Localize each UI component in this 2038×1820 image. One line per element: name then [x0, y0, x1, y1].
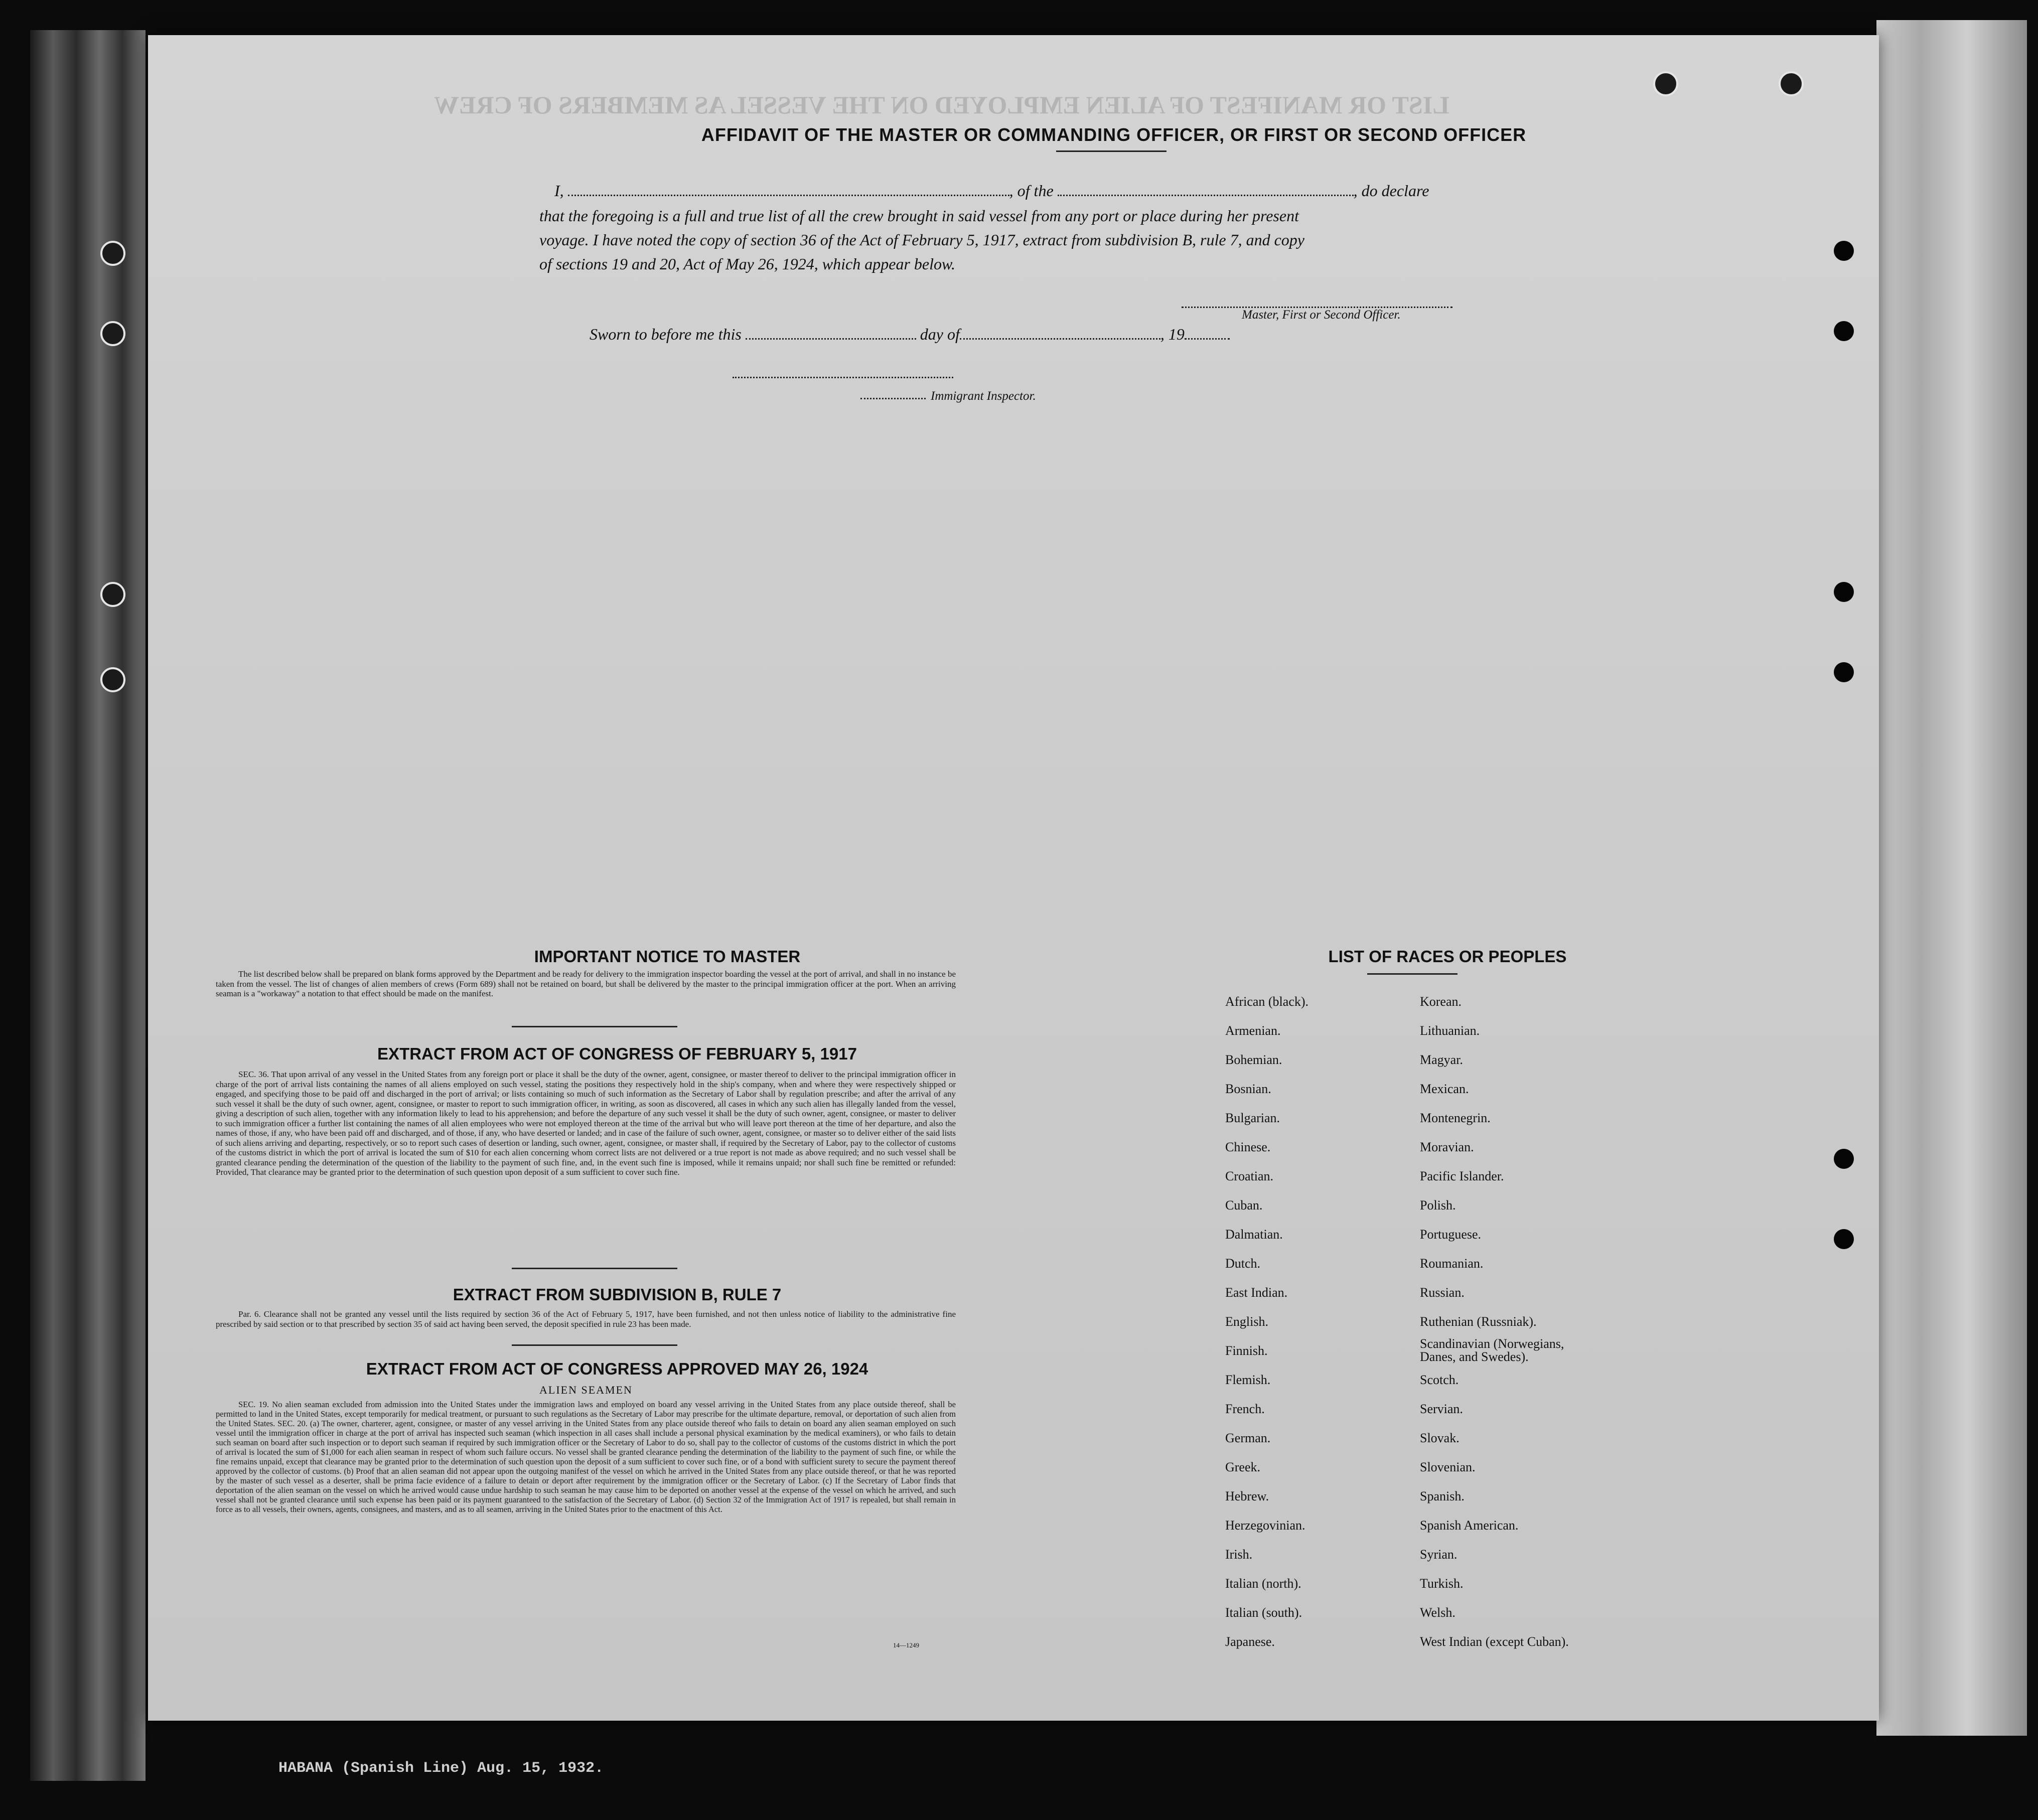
- affidavit-declare: , do declare: [1353, 182, 1429, 200]
- race-item: Mexican.: [1420, 1082, 1469, 1096]
- alien-seamen-subhead: ALIEN SEAMEN: [539, 1384, 633, 1396]
- punch-hole: [1653, 71, 1678, 96]
- race-item: Flemish.: [1225, 1373, 1271, 1387]
- race-item: Syrian.: [1420, 1547, 1458, 1562]
- race-item: Bohemian.: [1225, 1052, 1282, 1067]
- race-item: Bosnian.: [1225, 1082, 1271, 1096]
- affidavit-of-the: , of the: [1009, 182, 1054, 200]
- film-label: HABANA (Spanish Line) Aug. 15, 1932.: [278, 1760, 604, 1777]
- notice-rule: [512, 1026, 677, 1027]
- sworn-line: [590, 325, 1230, 344]
- races-title: LIST OF RACES OR PEOPLES: [1328, 947, 1567, 966]
- race-item: East Indian.: [1225, 1285, 1288, 1300]
- affidavit-title: AFFIDAVIT OF THE MASTER OR COMMANDING OFFICER, OR FIRST OR SECOND OFFICER: [701, 124, 1527, 145]
- race-item: Portuguese.: [1420, 1227, 1482, 1242]
- race-item: Slovenian.: [1420, 1460, 1476, 1474]
- race-item: Spanish American.: [1420, 1518, 1519, 1533]
- binding-hole: [100, 667, 125, 692]
- race-item: Turkish.: [1420, 1576, 1464, 1591]
- race-item: Irish.: [1225, 1547, 1253, 1562]
- day-of-label: day of: [920, 325, 960, 343]
- sworn-month-blank: [960, 338, 1160, 340]
- affidavit-line-4: of sections 19 and 20, Act of May 26, 1924, which appear below.: [539, 255, 955, 273]
- race-item: Croatian.: [1225, 1169, 1274, 1183]
- manifest-page: [148, 35, 1879, 1721]
- extract-1917-title: EXTRACT FROM ACT OF CONGRESS OF FEBRUARY 5, 1917: [377, 1044, 857, 1063]
- race-item: Hebrew.: [1225, 1489, 1269, 1503]
- race-item: Welsh.: [1420, 1605, 1455, 1620]
- race-item: French.: [1225, 1402, 1265, 1416]
- punch-hole: [1834, 582, 1854, 602]
- race-item: Scandinavian (Norwegians, Danes, and Swedes).: [1420, 1336, 1564, 1364]
- sworn-day-blank: [746, 338, 916, 340]
- race-item: Dutch.: [1225, 1256, 1261, 1271]
- race-item: Lithuanian.: [1420, 1023, 1480, 1038]
- race-item: Magyar.: [1420, 1052, 1463, 1067]
- vessel-blank: [1058, 194, 1354, 196]
- book-binding: [30, 30, 145, 1781]
- race-item: German.: [1225, 1431, 1271, 1445]
- race-item: Russian.: [1420, 1285, 1465, 1300]
- punch-hole: [1834, 662, 1854, 682]
- affidavit-line-2: that the foregoing is a full and true list of all the crew brought in said vessel from any port or place during her present: [539, 207, 1299, 225]
- race-item: Roumanian.: [1420, 1256, 1484, 1271]
- race-item: Dalmatian.: [1225, 1227, 1283, 1242]
- punch-hole: [1834, 1149, 1854, 1169]
- extract-1917-body: SEC. 36. That upon arrival of any vessel in the United States from any foreign port or place it shall be the duty of the owner, agent, consignee, or master thereof to deliver to the principal immigration officer in charge of the port of arrival lists containing the names of all aliens employed on such vessel, stating the positions they respectively hold in the ship's company, when and where they were respectively shipped or engaged, and specifying those to be paid off and discharged in the port of arrival; or lists containing so much of such information as the Secretary of Labor shall by regulation prescribe; and after the arrival of any such vessel it shall be the duty of such owner, agent, consignee, or master to report to such immigration officer, in writing, as soon as discovered, all cases in which any such alien has illegally landed from the vessel, giving a description of such alien, together with any information likely to lead to his apprehension; and before the departure of any such vessel it shall be the duty of such owner, agent, consignee, or master to deliver to such immigration officer a further list containing the names of all alien employees who were not employed thereon at the time of the arrival but who will leave port thereon at the time of her departure, and also the names of those, if any, who have been paid off and discharged, and of those, if any, who have deserted or landed; and in case of the failure of such owner, agent, consignee, or master so to deliver either of the said lists of such aliens arriving and departing, respectively, or so to report such cases of desertion or landing, such owner, agent, consignee, or master shall, if required by the Secretary of Labor, pay to the collector of customs of the customs district in which the port of arrival is located the sum of $10 for each alien concerning whom correct lists are not delivered or a true report is not made as above required; and no such vessel shall be granted clearance pending the determination of the question of the liability to the payment of such fine, and, in the event such fine is imposed, while it remains unpaid; nor shall such fine be remitted or refunded: Provided, That clearance may be granted prior to the determination of such question upon deposit of a sum sufficient to cover such fine.: [216, 1070, 956, 1177]
- race-item: Finnish.: [1225, 1343, 1268, 1358]
- race-item: Chinese.: [1225, 1140, 1271, 1154]
- race-item: Herzegovinian.: [1225, 1518, 1305, 1533]
- races-rule: [1367, 973, 1458, 975]
- binding-hole: [100, 321, 125, 346]
- inspector-label: Immigrant Inspector.: [931, 389, 1036, 403]
- race-item: Italian (south).: [1225, 1605, 1302, 1620]
- extract-rule7-body: Par. 6. Clearance shall not be granted any vessel until the lists required by section 36 of the Act of February 5, 1917, have been furnished, and not then unless notice of liability to the administrative fine prescribed by said section or to that prescribed by section 35 of said act having been served, the deposit specified in rule 23 has been made.: [216, 1309, 956, 1329]
- race-item: Pacific Islander.: [1420, 1169, 1504, 1183]
- extract-1924-body: SEC. 19. No alien seaman excluded from admission into the United States under the immigration laws and employed on board any vessel arriving in the United States from any place outside thereof, shall be permitted to land in the United States, except temporarily for medical treatment, or pursuant to such regulations as the Secretary of Labor may prescribe for the ultimate departure, removal, or deportation of such alien from the United States. SEC. 20. (a) The owner, charterer, agent, consignee, or master of any vessel arriving in the United States from any place outside thereof who fails to detain on board any alien seaman employed on such vessel until the immigration officer in charge at the port of arrival has inspected such seaman (which inspection in all cases shall include a personal physical examination by the medical examiners), or who fails to detain such seaman on board after such inspection or to deport such seaman if required by such immigration officer or the Secretary of Labor to do so, shall pay to the collector of customs of the customs district in which the port of arrival is located the sum of $1,000 for each alien seaman in respect of whom such failure occurs. No vessel shall be granted clearance pending the determination of the liability to the payment of such fine, or while the fine remains unpaid, except that clearance may be granted prior to the determination of such question upon the deposit of a sum sufficient to cover such fine, or of a bond with sufficient surety to secure the payment thereof approved by the collector of customs. (b) Proof that an alien seaman did not appear upon the outgoing manifest of the vessel on which he arrived in the United States from any place outside thereof, or that he was reported by the master of such vessel as a deserter, shall be prima facie evidence of a failure to detain or deport after requirement by the immigration officer or the Secretary of Labor. (c) If the Secretary of Labor finds that deportation of the alien seaman on the vessel on which he arrived would cause undue hardship to such seaman he may cause him to be deported on another vessel at the expense of the vessel on which he arrived, and such vessel shall not be granted clearance until such expense has been paid or its payment guaranteed to the satisfaction of the Secretary of Labor. (d) Section 32 of the Immigration Act of 1917 is repealed, but shall remain in force as to all vessels, their owners, agents, consignees, and masters, and as to all seamen, arriving in the United States prior to the enactment of this Act.: [216, 1400, 956, 1514]
- extract-1924-title: EXTRACT FROM ACT OF CONGRESS APPROVED MAY 26, 1924: [366, 1359, 868, 1378]
- notice-title: IMPORTANT NOTICE TO MASTER: [534, 947, 801, 966]
- race-item: Greek.: [1225, 1460, 1261, 1474]
- name-blank: [568, 194, 1009, 196]
- race-item: Polish.: [1420, 1198, 1456, 1212]
- punch-hole: [1834, 1229, 1854, 1249]
- race-item: Italian (north).: [1225, 1576, 1301, 1591]
- race-item: Armenian.: [1225, 1023, 1281, 1038]
- race-item: West Indian (except Cuban).: [1420, 1634, 1569, 1649]
- race-item: Slovak.: [1420, 1431, 1460, 1445]
- inspector-dots: [860, 397, 926, 399]
- master-signature-label: Master, First or Second Officer.: [1242, 308, 1401, 322]
- race-item: Bulgarian.: [1225, 1111, 1280, 1125]
- binding-hole: [100, 241, 125, 266]
- race-item: Servian.: [1420, 1402, 1463, 1416]
- notice-body: The list described below shall be prepared on blank forms approved by the Department and be ready for delivery to the immigration inspector boarding the vessel at the port of arrival, and shall in no instance be taken from the vessel. The list of changes of alien members of crews (Form 689) shall not be retained on board, but shall be delivered by the master to the principal immigration officer at the port. When an arriving seaman is a "workaway" a notation to that effect should be made on the manifest.: [216, 969, 956, 998]
- race-item: African (black).: [1225, 994, 1309, 1009]
- race-item: Spanish.: [1420, 1489, 1465, 1503]
- race-item: Japanese.: [1225, 1634, 1275, 1649]
- adjacent-page-edge: [1876, 20, 2027, 1736]
- affidavit-i: I,: [554, 182, 564, 200]
- race-item: Ruthenian (Russniak).: [1420, 1314, 1537, 1329]
- sworn-year-blank: [1185, 338, 1230, 340]
- punch-hole: [1834, 241, 1854, 261]
- extract-rule7-title: EXTRACT FROM SUBDIVISION B, RULE 7: [453, 1285, 782, 1304]
- affidavit-line-1: [554, 182, 1429, 200]
- form-number: 14—1249: [893, 1641, 919, 1649]
- title-rule: [1056, 150, 1167, 152]
- race-item: English.: [1225, 1314, 1268, 1329]
- affidavit-line-3: voyage. I have noted the copy of section 36 of the Act of February 5, 1917, extract from subdivision B, rule 7, and copy: [539, 231, 1304, 249]
- binding-hole: [100, 582, 125, 607]
- extract-1917-rule: [512, 1268, 677, 1269]
- punch-hole: [1779, 71, 1804, 96]
- race-item: Moravian.: [1420, 1140, 1474, 1154]
- race-item: Scotch.: [1420, 1373, 1459, 1387]
- inspector-signature-blank: [733, 376, 953, 378]
- race-item: Montenegrin.: [1420, 1111, 1491, 1125]
- race-item: Cuban.: [1225, 1198, 1263, 1212]
- punch-hole: [1834, 321, 1854, 341]
- race-item: Korean.: [1420, 994, 1462, 1009]
- bleed-through-text: LIST OR MANIFEST OF ALIEN EMPLOYED ON THE VESSEL AS MEMBERS OF CREW: [434, 91, 1449, 119]
- sworn-label: Sworn to before me this: [590, 325, 742, 343]
- extract-rule7-rule: [512, 1344, 677, 1346]
- year-label: , 19: [1160, 325, 1185, 343]
